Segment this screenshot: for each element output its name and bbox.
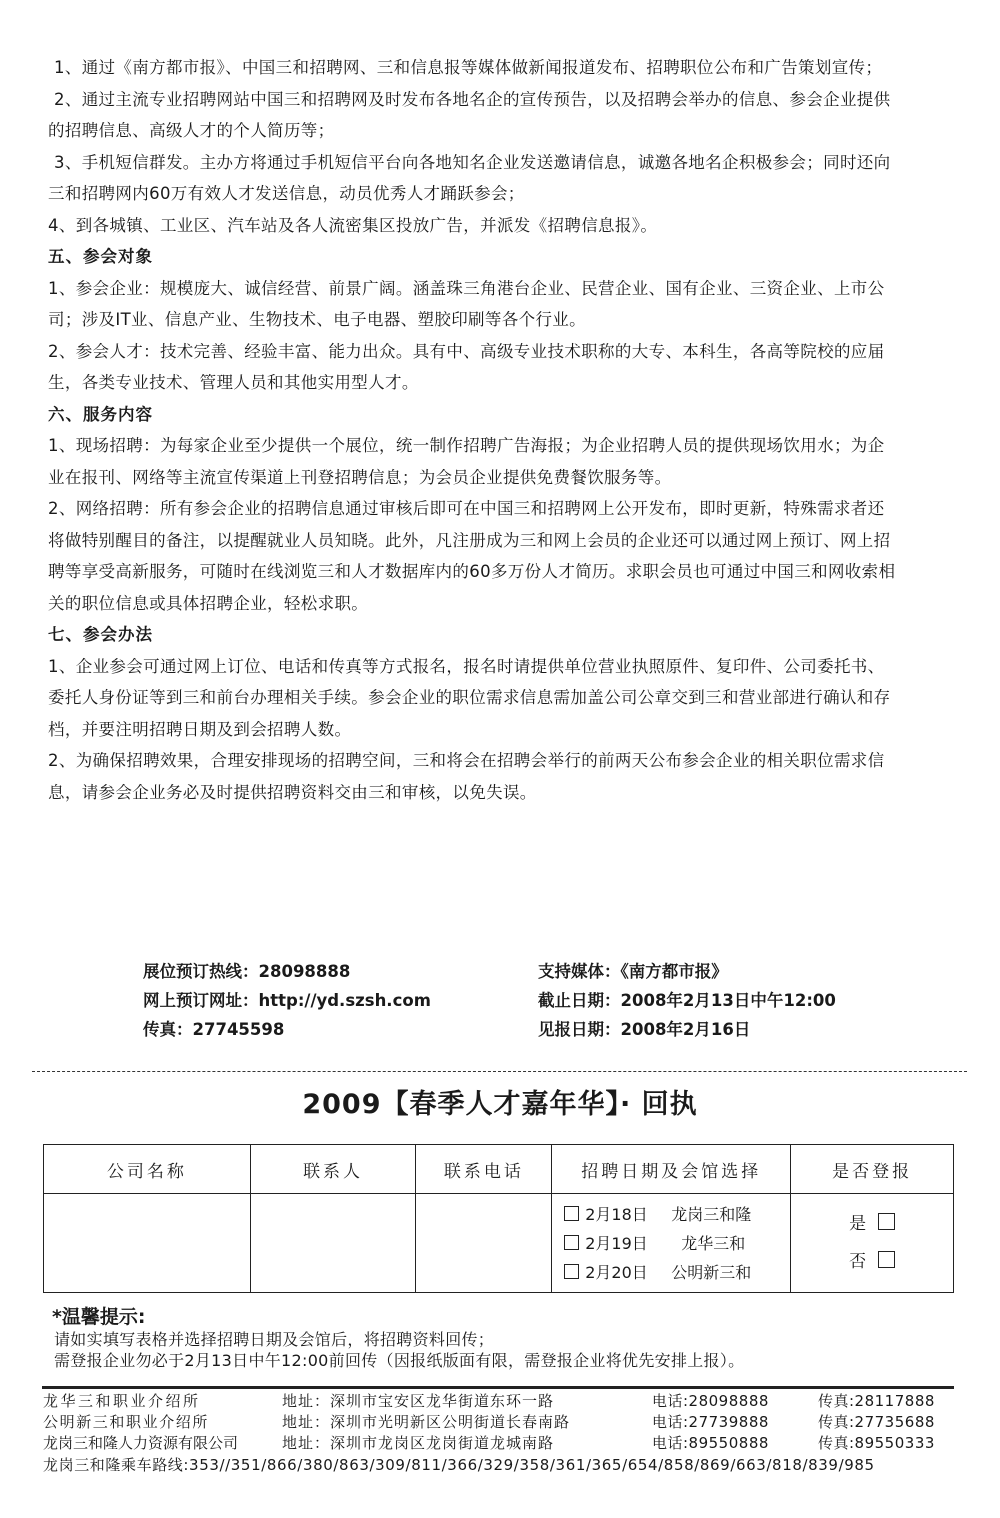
company-name-field[interactable] <box>44 1194 251 1293</box>
contact-row <box>43 1433 973 1454</box>
option-2[interactable]: 2月19日 龙华三和 <box>552 1229 790 1258</box>
website-text: 网上预订网址：http://yd.szsh.com <box>143 991 431 1010</box>
footer-divider <box>42 1386 954 1389</box>
tips-line: 请如实填写表格并选择招聘日期及会馆后，将招聘资料回传； <box>54 1330 495 1349</box>
office-fax: 传真:89550333 <box>818 1434 935 1452</box>
paragraph-line: 1、通过《南方都市报》、中国三和招聘网、三和信息报等媒体做新闻报道发布、招聘职位公布和广告策划宣传； <box>54 58 883 77</box>
publish-date-text: 见报日期：2008年2月16日 <box>538 1020 751 1039</box>
paragraph-line: 生，各类专业技术、管理人员和其他实用型人才。 <box>48 373 419 392</box>
section-heading: 六、服务内容 <box>48 404 153 424</box>
office-fax: 传真:27735688 <box>818 1413 935 1431</box>
contact-row <box>43 1391 973 1412</box>
section-heading: 五、参会对象 <box>48 247 153 266</box>
publish-no[interactable]: 否 <box>791 1243 953 1281</box>
office-name: 龙岗三和隆人力资源有限公司 <box>43 1434 239 1452</box>
paragraph-line: 2、参会人才：技术完善、经验丰富、能力出众。具有中、高级专业技术职称的大专、本科生，各高等院校的应届 <box>48 341 885 361</box>
tips-line: 需登报企业勿必于2月13日中午12:00前回传（因报纸版面有限，需登报企业将优先安排上报）。 <box>54 1351 745 1370</box>
option-1[interactable]: 2月18日 龙岗三和隆 <box>552 1200 790 1229</box>
office-name: 龙华三和职业介绍所 <box>43 1392 201 1410</box>
fax-text: 传真：27745598 <box>143 1020 285 1039</box>
date-venue-options <box>552 1194 791 1293</box>
paragraph-line: 司；涉及IT业、信息产业、生物技术、电子电器、塑胶印刷等各个行业。 <box>48 310 586 329</box>
tips-box <box>52 1305 972 1371</box>
paragraph-line: 业在报刊、网络等主流宣传渠道上刊登招聘信息；为会员企业提供免费餐饮服务等。 <box>48 467 672 487</box>
office-fax: 传真:28117888 <box>818 1392 935 1410</box>
bus-routes: 龙岗三和隆乘车路线:353//351/866/380/863/309/811/366/329/358/361/365/654/858/869/663/818/839/985 <box>43 1456 875 1474</box>
header-publish: 是否登报 <box>791 1145 954 1194</box>
checkbox[interactable] <box>564 1235 579 1250</box>
paragraph-line: 4、到各城镇、工业区、汽车站及各人流密集区投放广告，并派发《招聘信息报》。 <box>48 215 658 235</box>
contacts-list <box>43 1391 973 1474</box>
header-date-venue: 招聘日期及会馆选择 <box>552 1145 791 1194</box>
contact-person-field[interactable] <box>250 1194 416 1293</box>
article-body <box>48 52 956 808</box>
contact-row <box>43 1412 973 1433</box>
office-name: 公明新三和职业介绍所 <box>43 1413 210 1431</box>
office-phone: 电话:89550888 <box>652 1434 769 1452</box>
paragraph-line: 1、现场招聘：为每家企业至少提供一个展位，统一制作招聘广告海报；为企业招聘人员的提供现场饮用水；为企 <box>48 436 885 455</box>
section-heading: 七、参会办法 <box>48 625 153 644</box>
checkbox[interactable] <box>878 1213 895 1230</box>
hotline-text: 展位预订热线：28098888 <box>143 962 351 981</box>
checkbox[interactable] <box>564 1264 579 1279</box>
paragraph-line: 聘等享受高新服务，可随时在线浏览三和人才数据库内的60多万份人才简历。求职会员也可通过中国三和网收索相 <box>48 562 896 581</box>
option-3[interactable]: 2月20日 公明新三和 <box>552 1258 790 1287</box>
tips-title: *温馨提示: <box>52 1306 146 1328</box>
publish-yes[interactable]: 是 <box>791 1205 953 1243</box>
header-company: 公司名称 <box>44 1145 251 1194</box>
paragraph-line: 2、通过主流专业招聘网站中国三和招聘网及时发布各地名企的宣传预告，以及招聘会举办的信息、参会企业提供 <box>54 89 891 109</box>
deadline-text: 截止日期：2008年2月13日中午12:00 <box>538 991 836 1010</box>
checkbox[interactable] <box>878 1251 895 1268</box>
checkbox[interactable] <box>564 1206 579 1221</box>
paragraph-line: 委托人身份证等到三和前台办理相关手续。参会企业的职位需求信息需加盖公司公章交到三和营业部进行确认和存 <box>48 688 891 707</box>
publish-options <box>791 1194 954 1293</box>
media-text: 支持媒体：《南方都市报》 <box>538 962 728 981</box>
paragraph-line: 关的职位信息或具体招聘企业，轻松求职。 <box>48 593 369 613</box>
paragraph-line: 的招聘信息、高级人才的个人简历等； <box>48 121 335 140</box>
paragraph-line: 1、企业参会可通过网上订位、电话和传真等方式报名，报名时请提供单位营业执照原件、复印件、公司委托书、 <box>48 656 885 676</box>
office-address: 地址：深圳市光明新区公明街道长春南路 <box>282 1413 571 1431</box>
paragraph-line: 档，并要注明招聘日期及到会招聘人数。 <box>48 719 352 739</box>
office-address: 地址：深圳市宝安区龙华街道东环一路 <box>282 1392 555 1410</box>
paragraph-line: 息，请参会企业务必及时提供招聘资料交由三和审核，以免失误。 <box>48 782 537 802</box>
booking-info <box>143 957 903 1044</box>
office-phone: 电话:28098888 <box>652 1392 769 1410</box>
contact-phone-field[interactable] <box>416 1194 552 1293</box>
office-address: 地址：深圳市龙岗区龙岗街道龙城南路 <box>282 1434 555 1452</box>
paragraph-line: 1、参会企业：规模庞大、诚信经营、前景广阔。涵盖珠三角港台企业、民营企业、国有企业、三资企业、上市公 <box>48 278 885 298</box>
paragraph-line: 3、手机短信群发。主办方将通过手机短信平台向各地知名企业发送邀请信息，诚邀各地名企积极参会；同时还向 <box>54 152 891 172</box>
office-phone: 电话:27739888 <box>652 1413 769 1431</box>
receipt-title: 2009【春季人才嘉年华】· 回执 <box>302 1089 698 1120</box>
paragraph-line: 2、网络招聘：所有参会企业的招聘信息通过审核后即可在中国三和招聘网上公开发布，即时更新，特殊需求者还 <box>48 499 885 518</box>
paragraph-line: 2、为确保招聘效果，合理安排现场的招聘空间，三和将会在招聘会举行的前两天公布参会企业的相关职位需求信 <box>48 751 885 770</box>
paragraph-line: 将做特别醒目的备注，以提醒就业人员知晓。此外，凡注册成为三和网上会员的企业还可以通过网上预订、网上招 <box>48 530 891 550</box>
receipt-form <box>43 1144 954 1293</box>
cut-line <box>32 1071 967 1072</box>
header-contact: 联系人 <box>250 1145 416 1194</box>
header-phone: 联系电话 <box>416 1145 552 1194</box>
paragraph-line: 三和招聘网内60万有效人才发送信息，动员优秀人才踊跃参会； <box>48 184 525 203</box>
